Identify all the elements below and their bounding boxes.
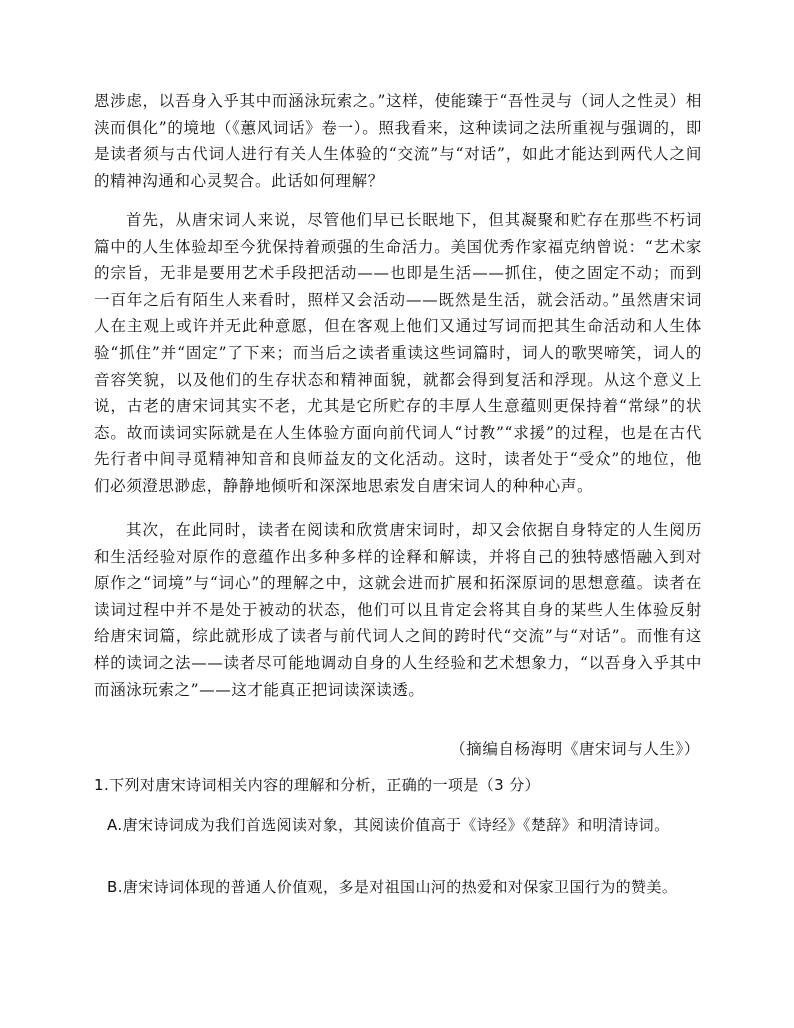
question-stem: 1.下列对唐宋诗词相关内容的理解和分析，正确的一项是（3 分）: [94, 776, 541, 794]
passage-source: （摘编自杨海明《唐宋词与人生》）: [450, 740, 700, 758]
option-b: B.唐宋诗词体现的普通人价值观，多是对祖国山河的热爱和对保家卫国行为的赞美。: [107, 878, 678, 896]
passage-paragraph-1: 恩涉虑，以吾身入乎其中而涵泳玩索之。”这样，使能臻于“吾性灵与（词人之性灵）相浃而俱化”的境地（《蕙风词话》卷一）。照我看来，这种读词之法所重视与强调的，即是读者须与古代词人进行有关人生体验的“交流”与“对话”，如此才能达到两代人之间的精神沟通和心灵契合。此话如何理解？: [94, 92, 702, 190]
option-a: A.唐宋诗词成为我们首选阅读对象，其阅读价值高于《诗经》《楚辞》和明清诗词。: [107, 816, 670, 834]
passage-paragraph-3: 其次，在此同时，读者在阅读和欣赏唐宋词时，却又会依据自身特定的人生阅历和生活经验对原作的意蕴作出多种多样的诠释和解读，并将自己的独特感悟融入到对原作之“词境”与“词心”的理解之中，这就会进而扩展和拓深原词的思想意蕴。读者在读词过程中并不是处于被动的状态，他们可以且肯定会将其自身的某些人生体验反射给唐宋词篇，综此就形成了读者与前代词人之间的跨时代“交流”与“对话”。而惟有这样的读词之法——读者尽可能地调动自身的人生经验和艺术想象力，“以吾身入乎其中而涵泳玩索之”——这才能真正把词读深读透。: [94, 521, 702, 699]
passage-paragraph-2: 首先，从唐宋词人来说，尽管他们早已长眠地下，但其凝聚和贮存在那些不朽词篇中的人生体验却至今犹保持着顽强的生命活力。美国优秀作家福克纳曾说：“艺术家的宗旨，无非是要用艺术手段把活动——也即是生活——抓住，使之固定不动；而到一百年之后有陌生人来看时，照样又会活动——既然是生活，就会活动。”虽然唐宋词人在主观上或许并无此种意愿，但在客观上他们又通过写词而把其生命活动和人生体验“抓住”并“固定”了下来；而当后之读者重读这些词篇时，词人的歌哭啼笑，词人的音容笑貌，以及他们的生存状态和精神面貌，就都会得到复活和浮现。从这个意义上说，古老的唐宋词其实不老，尤其是它所贮存的丰厚人生意蕴则更保持着“常绿”的状态。故而读词实际就是在人生体验方面向前代词人“讨教”“求援”的过程，也是在古代先行者中间寻觅精神知音和良师益友的文化活动。这时，读者处于“受众”的地位，他们必须澄思渺虑，静静地倾听和深深地思索发自唐宋词人的种种心声。: [94, 211, 702, 495]
